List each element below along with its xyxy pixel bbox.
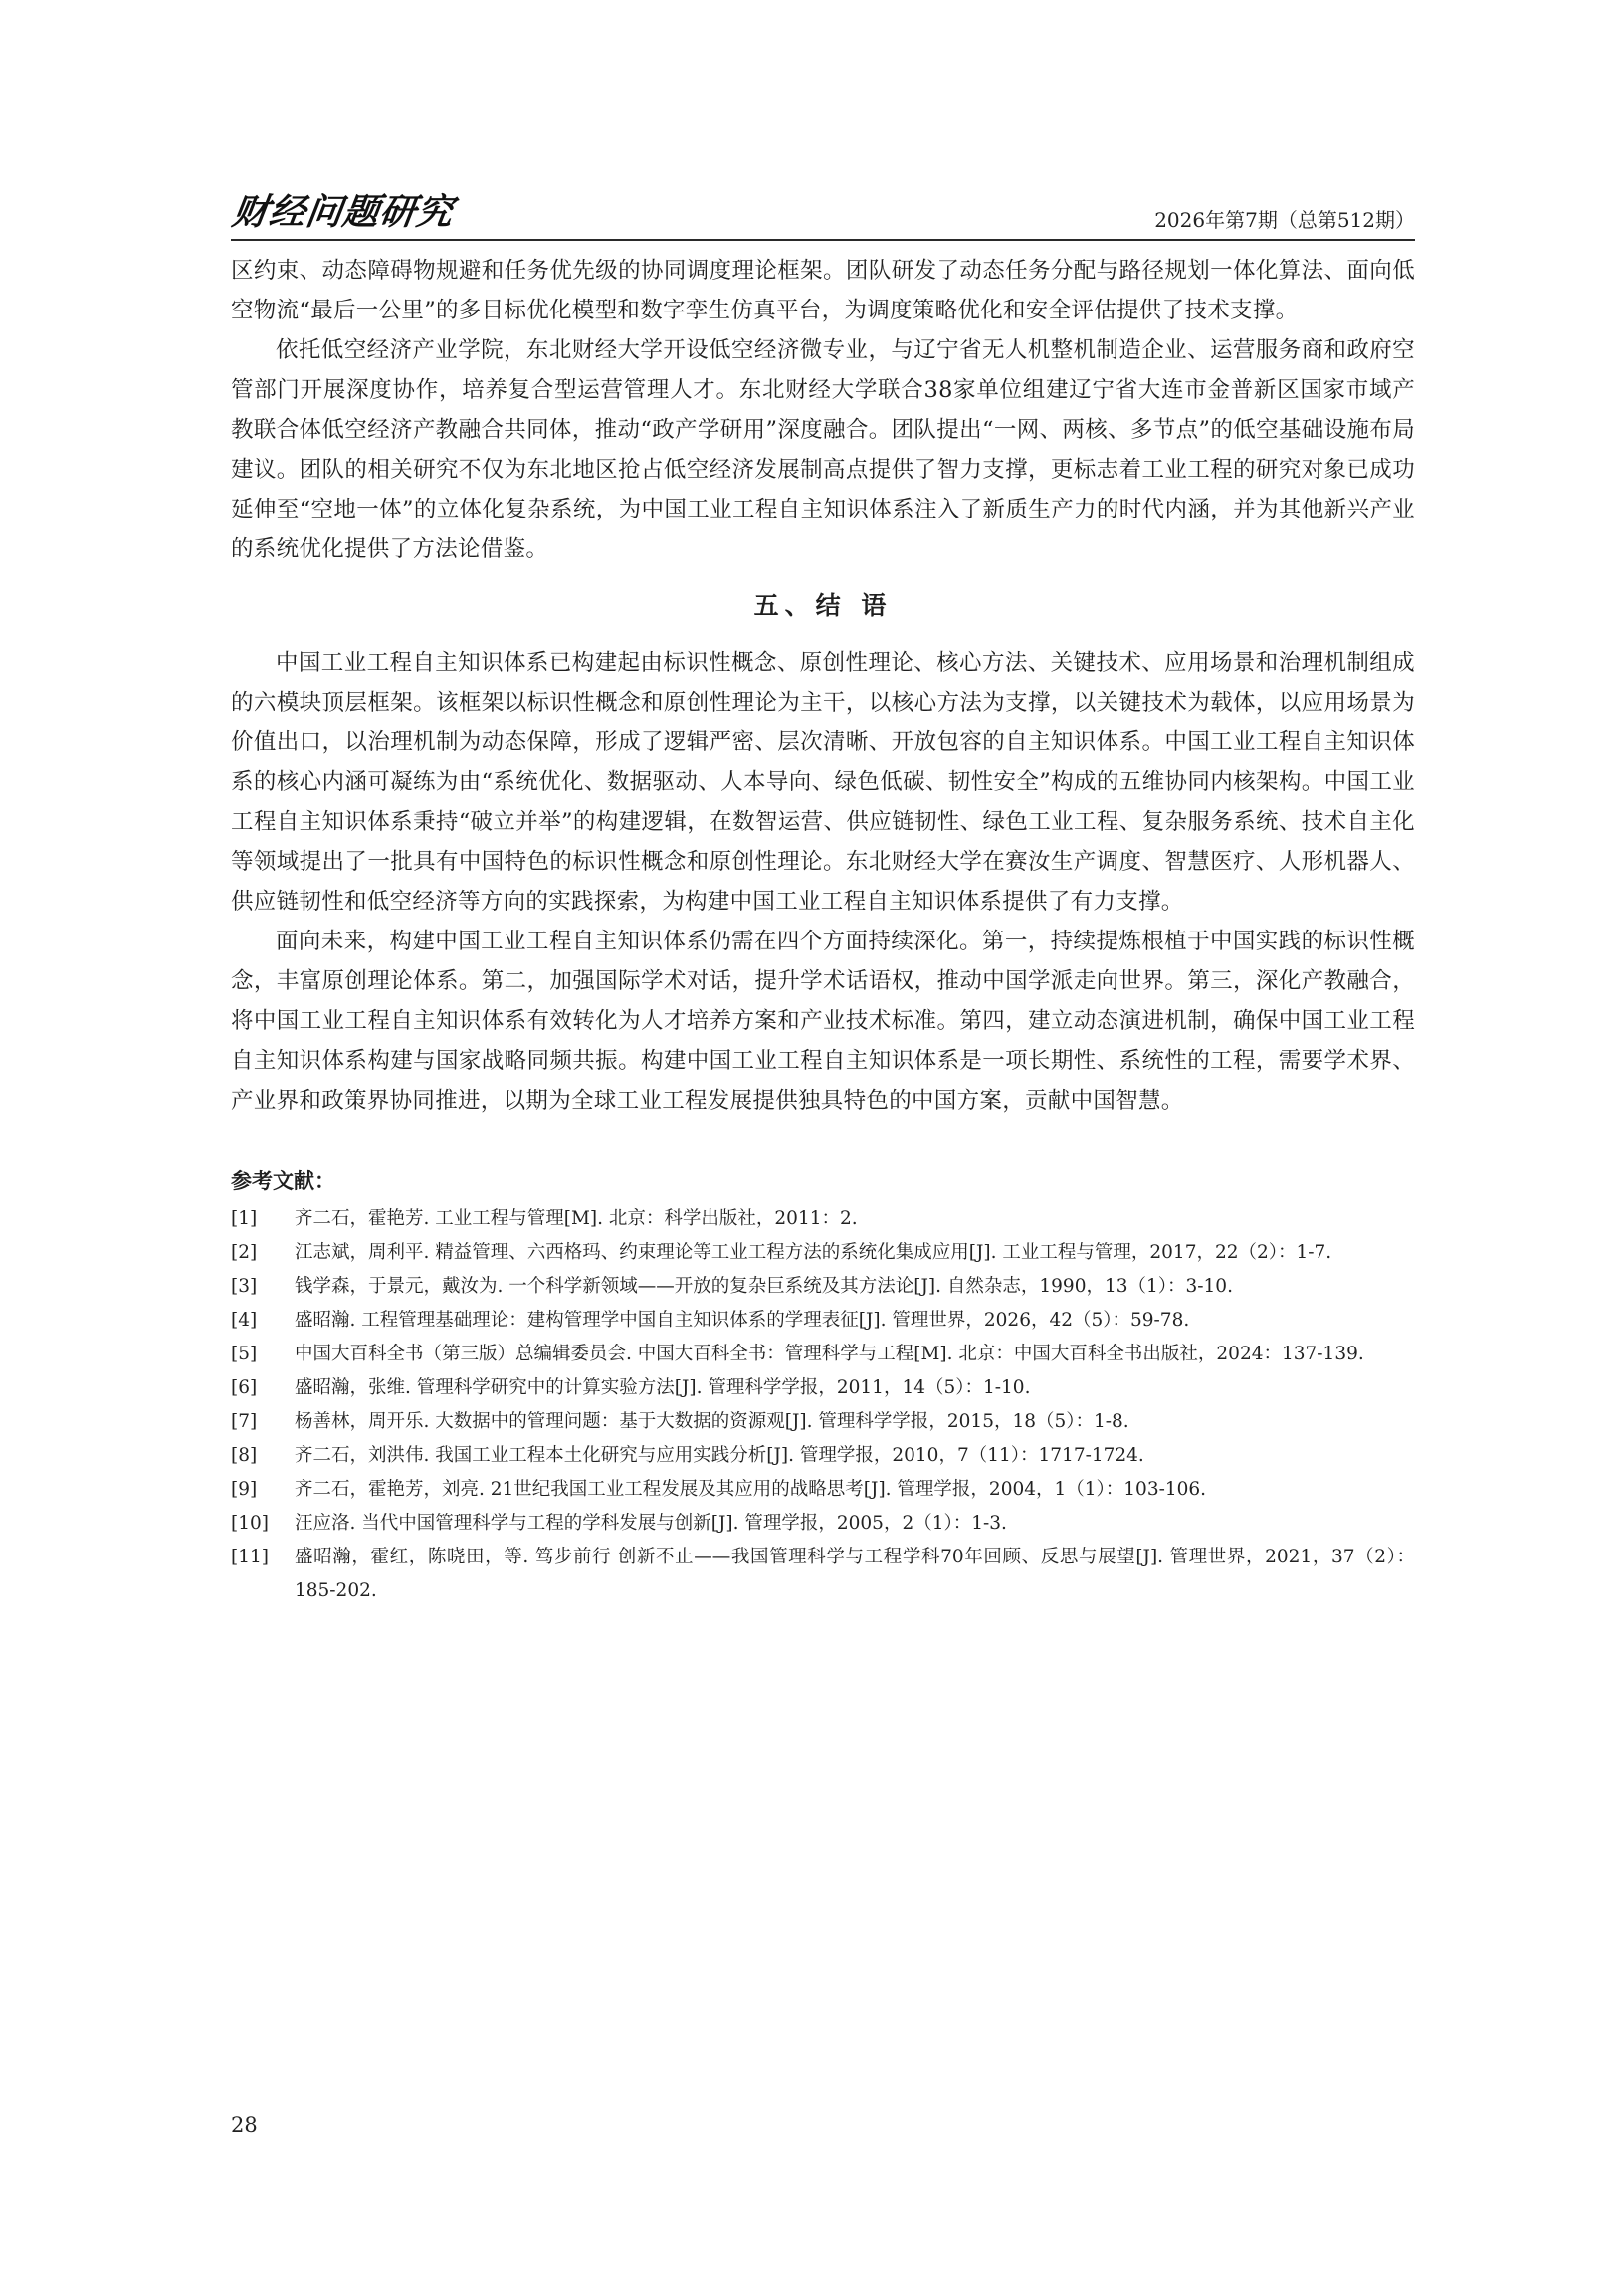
reference-text: 汪应洛. 当代中国管理科学与工程的学科发展与创新[J]. 管理学报，2005，2（1）：1-3. — [295, 1513, 1007, 1534]
reference-text: 盛昭瀚，霍红，陈晓田，等. 笃步前行 创新不止——我国管理科学与工程学科70年回顾、反思与展望[J]. 管理世界，2021，37（2）：185-202. — [295, 1547, 1415, 1601]
reference-number: [10] — [231, 1513, 269, 1534]
reference-text: 杨善林，周开乐. 大数据中的管理问题：基于大数据的资源观[J]. 管理科学学报，2015，18（5）：1-8. — [295, 1411, 1129, 1432]
running-header — [229, 191, 1415, 241]
reference-number: [6] — [231, 1377, 258, 1398]
reference-item — [231, 1541, 1415, 1608]
reference-item — [231, 1270, 1415, 1304]
reference-text: 钱学森，于景元，戴汝为. 一个科学新领域——开放的复杂巨系统及其方法论[J]. 自然杂志，1990，13（1）：3-10. — [295, 1276, 1233, 1297]
reference-text: 中国大百科全书（第三版）总编辑委员会. 中国大百科全书：管理科学与工程[M]. 北京：中国大百科全书出版社，2024：137-139. — [295, 1344, 1364, 1364]
reference-list — [231, 1202, 1415, 1608]
reference-number: [9] — [231, 1479, 258, 1500]
reference-item — [231, 1338, 1415, 1371]
reference-text: 齐二石，刘洪伟. 我国工业工程本土化研究与应用实践分析[J]. 管理学报，2010，7（11）：1717-1724. — [295, 1445, 1144, 1466]
reference-number: [11] — [231, 1547, 269, 1567]
references-heading: 参考文献： — [231, 1169, 335, 1193]
page-number: 28 — [231, 2113, 258, 2137]
paragraph: 依托低空经济产业学院，东北财经大学开设低空经济微专业，与辽宁省无人机整机制造企业、运营服务商和政府空管部门开展深度协作，培养复合型运营管理人才。东北财经大学联合38家单位组建辽宁省大连市金普新区国家市域产教联合体低空经济产教融合共同体，推动“政产学研用”深度融合。团队提出“一网、两核、多节点”的低空基础设施布局建议。团队的相关研究不仅为东北地区抢占低空经济发展制高点提供了智力支撑，更标志着工业工程的研究对象已成功延伸至“空地一体”的立体化复杂系统，为中国工业工程自主知识体系注入了新质生产力的时代内涵，并为其他新兴产业的系统优化提供了方法论借鉴。 — [231, 337, 1415, 562]
paragraph: 面向未来，构建中国工业工程自主知识体系仍需在四个方面持续深化。第一，持续提炼根植于中国实践的标识性概念，丰富原创理论体系。第二，加强国际学术对话，提升学术话语权，推动中国学派走向世界。第三，深化产教融合，将中国工业工程自主知识体系有效转化为人才培养方案和产业技术标准。第四，建立动态演进机制，确保中国工业工程自主知识体系构建与国家战略同频共振。构建中国工业工程自主知识体系是一项长期性、系统性的工程，需要学术界、产业界和政策界协同推进，以期为全球工业工程发展提供独具特色的中国方案，贡献中国智慧。 — [231, 929, 1415, 1114]
reference-number: [5] — [231, 1344, 258, 1364]
reference-item — [231, 1473, 1415, 1507]
reference-item — [231, 1304, 1415, 1338]
reference-item — [231, 1371, 1415, 1405]
reference-text: 江志斌，周利平. 精益管理、六西格玛、约束理论等工业工程方法的系统化集成应用[J]. 工业工程与管理，2017，22（2）：1-7. — [295, 1242, 1332, 1263]
reference-number: [8] — [231, 1445, 258, 1466]
paragraph-continued: 区约束、动态障碍物规避和任务优先级的协同调度理论框架。团队研发了动态任务分配与路径规划一体化算法、面向低空物流“最后一公里”的多目标优化模型和数字孪生仿真平台，为调度策略优化和安全评估提供了技术支撑。 — [231, 258, 1415, 323]
reference-item — [231, 1507, 1415, 1541]
paragraph: 中国工业工程自主知识体系已构建起由标识性概念、原创性理论、核心方法、关键技术、应用场景和治理机制组成的六模块顶层框架。该框架以标识性概念和原创性理论为主干，以核心方法为支撑，以关键技术为载体，以应用场景为价值出口，以治理机制为动态保障，形成了逻辑严密、层次清晰、开放包容的自主知识体系。中国工业工程自主知识体系的核心内涵可凝练为由“系统优化、数据驱动、人本导向、绿色低碳、韧性安全”构成的五维协同内核架构。中国工业工程自主知识体系秉持“破立并举”的构建逻辑，在数智运营、供应链韧性、绿色工业工程、复杂服务系统、技术自主化等领域提出了一批具有中国特色的标识性概念和原创性理论。东北财经大学在赛汝生产调度、智慧医疗、人形机器人、供应链韧性和低空经济等方向的实践探索，为构建中国工业工程自主知识体系提供了有力支撑。 — [231, 650, 1415, 915]
page — [229, 191, 1415, 1608]
journal-logo: 财经问题研究 — [229, 191, 457, 233]
reference-text: 盛昭瀚. 工程管理基础理论：建构管理学中国自主知识体系的学理表征[J]. 管理世界，2026，42（5）：59-78. — [295, 1310, 1190, 1331]
reference-number: [4] — [231, 1310, 258, 1331]
reference-number: [2] — [231, 1242, 258, 1263]
reference-number: [3] — [231, 1276, 258, 1297]
reference-item — [231, 1439, 1415, 1473]
reference-item — [231, 1236, 1415, 1270]
issue-info: 2026年第7期（总第512期） — [1154, 208, 1415, 232]
reference-text: 盛昭瀚，张维. 管理科学研究中的计算实验方法[J]. 管理科学学报，2011，14（5）：1-10. — [295, 1377, 1031, 1398]
reference-item — [231, 1405, 1415, 1439]
article-body — [231, 251, 1415, 1121]
reference-text: 齐二石，霍艳芳，刘亮. 21世纪我国工业工程发展及其应用的战略思考[J]. 管理学报，2004，1（1）：103-106. — [295, 1479, 1207, 1500]
section-heading: 五、结 语 — [753, 591, 893, 620]
reference-item — [231, 1202, 1415, 1236]
reference-number: [1] — [231, 1208, 258, 1229]
reference-text: 齐二石，霍艳芳. 工业工程与管理[M]. 北京：科学出版社，2011：2. — [295, 1208, 858, 1229]
reference-number: [7] — [231, 1411, 258, 1432]
